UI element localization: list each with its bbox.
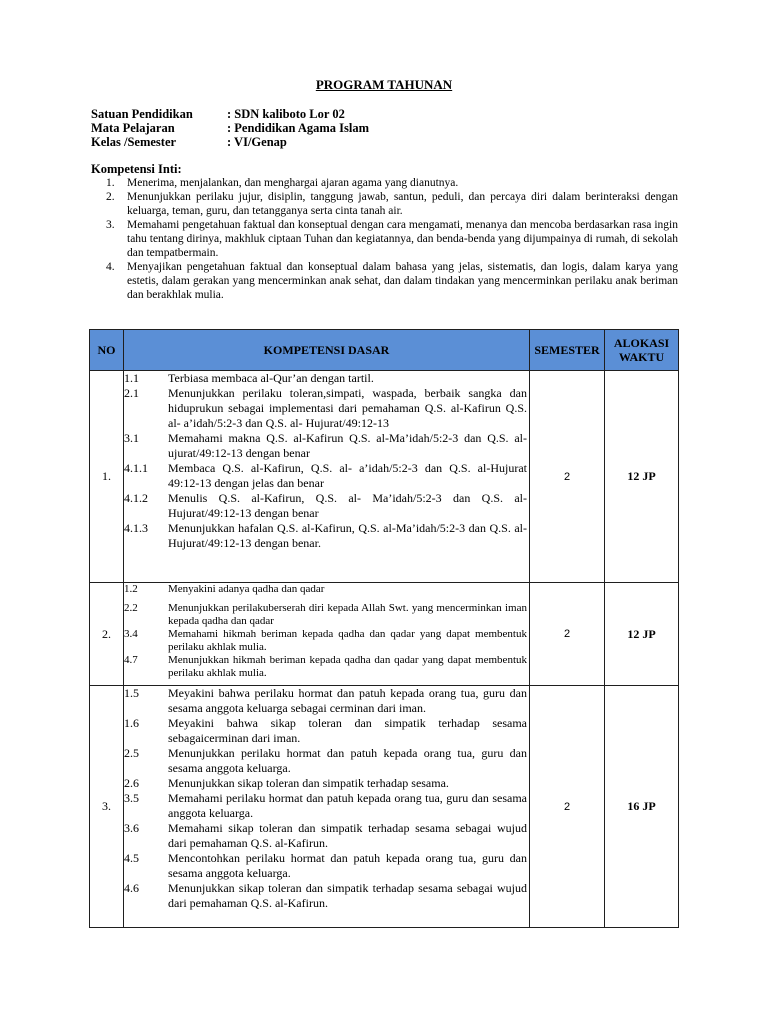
ki-text: Memahami pengetahuan faktual dan konseptual dengan cara mengamati, menanya dan mencoba berdasarkan rasa ingin tahu tentang dirinya, makhluk ciptaan Tuhan dan kegiatannya, dan benda-benda yang dijumpainya di rumah, di sekolah dan tempatbermain.	[127, 219, 678, 259]
kd-item	[124, 851, 529, 881]
kd-code: 3.6	[124, 821, 139, 835]
kd-text: Memahami makna Q.S. al-Kafirun Q.S. al-Ma’idah/5:2-3 dan Q.S. al- ujurat/49:12-13 dengan benar	[168, 431, 527, 460]
page-title: PROGRAM TAHUNAN	[315, 77, 453, 92]
meta-label: Kelas /Semester	[91, 135, 177, 149]
ki-item	[106, 176, 678, 190]
kd-code: 3.4	[124, 628, 138, 640]
meta-value: : VI/Genap	[227, 135, 287, 149]
kd-item	[124, 386, 529, 431]
kompetensi-inti-list	[106, 176, 678, 302]
kd-text: Menunjukkan sikap toleran dan simpatik terhadap sesama sebagai wujud dari pemahaman Q.S. al-Kafirun.	[168, 881, 527, 910]
kd-item	[124, 881, 529, 911]
kd-item	[124, 686, 529, 716]
kd-text: Mencontohkan perilaku hormat dan patuh kepada orang tua, guru dan sesama anggota keluarga.	[168, 851, 527, 880]
kd-text: Memahami sikap toleran dan simpatik terhadap sesama sebagai wujud dari pemahaman Q.S. al-Kafirun.	[168, 821, 527, 850]
kd-text: Menunjukkan hafalan Q.S. al-Kafirun, Q.S. al-Ma’idah/5:2-3 dan Q.S. al-Hujurat/49:12-13 dengan benar.	[168, 521, 527, 550]
header-semester: SEMESTER	[530, 330, 605, 371]
kd-item	[124, 716, 529, 746]
kd-text: Terbiasa membaca al-Qur’an dengan tartil.	[168, 371, 374, 385]
document-meta	[91, 107, 369, 149]
kd-text: Memahami hikmah beriman kepada qadha dan qadar yang dapat membentuk perilaku akhlak mulia.	[168, 628, 527, 653]
table-header-row	[90, 330, 679, 371]
kd-item	[124, 431, 529, 461]
kd-item	[124, 583, 529, 596]
kd-code: 1.1	[124, 371, 139, 385]
semester-value: 2	[530, 371, 605, 583]
ki-text: Menyajikan pengetahuan faktual dan konseptual dalam bahasa yang jelas, sistematis, dan logis, dalam karya yang estetis, dalam gerakan yang mencerminkan anak sehat, dan dalam tindakan yang mencerminkan perilaku anak beriman dan berakhlak mulia.	[127, 261, 678, 301]
ki-number: 4.	[106, 261, 115, 273]
semester-value: 2	[530, 686, 605, 928]
kd-text: Menunjukkan perilaku toleran,simpati, waspada, berbaik sangka dan hiduprukun sebagai implementasi dari pemahaman Q.S. al-Kafirun Q.S. al- a’idah/5:2-3 dan Q.S. al- Hujurat/49:12-13	[168, 386, 527, 430]
row-number: 1.	[90, 371, 124, 583]
kd-code: 2.6	[124, 776, 139, 790]
kd-code: 2.1	[124, 386, 139, 400]
kd-item	[124, 521, 529, 551]
meta-value: : Pendidikan Agama Islam	[227, 121, 370, 135]
alokasi-value: 12 JP	[605, 371, 679, 583]
header-kompetensi-dasar: KOMPETENSI DASAR	[124, 330, 530, 371]
kd-item	[124, 371, 529, 386]
kd-text: Menyakini adanya qadha dan qadar	[168, 583, 325, 595]
ki-number: 3.	[106, 219, 115, 231]
kd-code: 4.1.1	[124, 461, 148, 475]
kd-code: 2.2	[124, 602, 138, 614]
kompetensi-inti-heading: Kompetensi Inti:	[91, 162, 182, 176]
kd-code: 4.6	[124, 881, 139, 895]
kd-text: Membaca Q.S. al-Kafirun, Q.S. al- a’idah/5:2-3 dan Q.S. al-Hujurat 49:12-13 dengan jelas dan benar	[168, 461, 527, 490]
ki-number: 2.	[106, 191, 115, 203]
ki-item	[106, 190, 678, 218]
kd-text: Menunjukkan sikap toleran dan simpatik terhadap sesama.	[168, 776, 449, 790]
kd-item	[124, 461, 529, 491]
kd-item	[124, 791, 529, 821]
ki-number: 1.	[106, 177, 115, 189]
ki-item	[106, 218, 678, 260]
ki-text: Menerima, menjalankan, dan menghargai ajaran agama yang dianutnya.	[127, 177, 459, 189]
kd-item	[124, 654, 529, 680]
kd-text: Menunjukkan perilaku hormat dan patuh kepada orang tua, guru dan sesama anggota keluarga.	[168, 746, 527, 775]
kd-text: Menunjukkan perilakuberserah diri kepada Allah Swt. yang mencerminkan iman kepada qadha dan qadar	[168, 602, 527, 627]
kd-text: Memahami perilaku hormat dan patuh kepada orang tua, guru dan sesama anggota keluarga.	[168, 791, 527, 820]
kd-code: 2.5	[124, 746, 139, 760]
meta-value: : SDN kaliboto Lor 02	[227, 107, 345, 121]
kd-cell	[124, 371, 530, 583]
program-table	[89, 329, 679, 928]
meta-label: Satuan Pendidikan	[91, 107, 193, 121]
kd-code: 1.5	[124, 686, 139, 700]
kd-item	[124, 602, 529, 628]
kd-item	[124, 746, 529, 776]
kd-text: Meyakini bahwa sikap toleran dan simpatik terhadap sesama sebagaicerminan dari iman.	[168, 716, 527, 745]
table-row	[90, 686, 679, 928]
kd-code: 1.2	[124, 583, 138, 595]
ki-text: Menunjukkan perilaku jujur, disiplin, tanggung jawab, santun, peduli, dan percaya diri dalam berinteraksi dengan keluarga, teman, guru, dan tetangganya serta cinta tanah air.	[127, 191, 678, 217]
kd-code: 4.1.3	[124, 521, 148, 535]
ki-item	[106, 260, 678, 302]
meta-row-kelas	[91, 135, 369, 149]
kd-item	[124, 821, 529, 851]
table-row	[90, 371, 679, 583]
meta-row-mapel	[91, 121, 369, 135]
row-number: 3.	[90, 686, 124, 928]
kd-cell	[124, 583, 530, 686]
header-no: NO	[90, 330, 124, 371]
kd-text: Meyakini bahwa perilaku hormat dan patuh kepada orang tua, guru dan sesama anggota keluarga sebagai cerminan dari iman.	[168, 686, 527, 715]
meta-label: Mata Pelajaran	[91, 121, 175, 135]
kd-code: 1.6	[124, 716, 139, 730]
kd-code: 4.1.2	[124, 491, 148, 505]
kd-code: 3.5	[124, 791, 139, 805]
alokasi-value: 12 JP	[605, 583, 679, 686]
kd-code: 3.1	[124, 431, 139, 445]
kd-text: Menunjukkan hikmah beriman kepada qadha dan qadar yang dapat membentuk perilaku akhlak mulia.	[168, 654, 527, 679]
row-number: 2.	[90, 583, 124, 686]
kd-code: 4.7	[124, 654, 138, 666]
kd-item	[124, 628, 529, 654]
kd-item	[124, 776, 529, 791]
header-alokasi-waktu: ALOKASI WAKTU	[605, 330, 679, 371]
kd-cell	[124, 686, 530, 928]
semester-value: 2	[530, 583, 605, 686]
meta-row-satuan	[91, 107, 369, 121]
table-row	[90, 583, 679, 686]
kd-text: Menulis Q.S. al-Kafirun, Q.S. al- Ma’idah/5:2-3 dan Q.S. al- Hujurat/49:12-13 dengan benar	[168, 491, 527, 520]
alokasi-value: 16 JP	[605, 686, 679, 928]
kd-item	[124, 491, 529, 521]
kd-code: 4.5	[124, 851, 139, 865]
